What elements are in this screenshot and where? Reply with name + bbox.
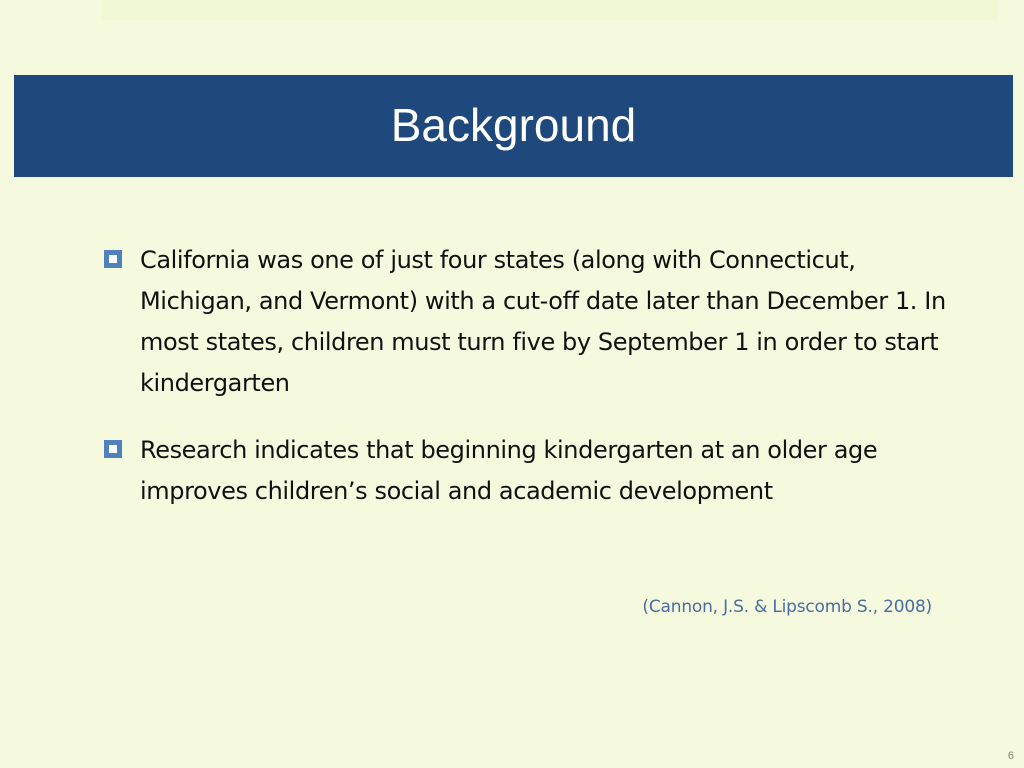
citation: (Cannon, J.S. & Lipscomb S., 2008) <box>642 597 932 617</box>
square-bullet-icon <box>104 440 122 458</box>
square-bullet-icon <box>104 250 122 268</box>
bullet-item <box>104 240 954 404</box>
bullet-item <box>104 430 954 512</box>
title-bar <box>14 75 1013 177</box>
bullet-text: California was one of just four states (along with Connecticut, Michigan, and Vermont) with a cut-off date later than December 1. In most states, children must turn five by September 1 in order to start kindergarten <box>140 246 946 397</box>
slide-title: Background <box>390 99 637 151</box>
top-decorative-band <box>102 0 998 20</box>
bullet-list <box>104 240 954 538</box>
bullet-text: Research indicates that beginning kindergarten at an older age improves children’s social and academic development <box>140 436 878 505</box>
slide-number: 6 <box>1007 750 1014 762</box>
